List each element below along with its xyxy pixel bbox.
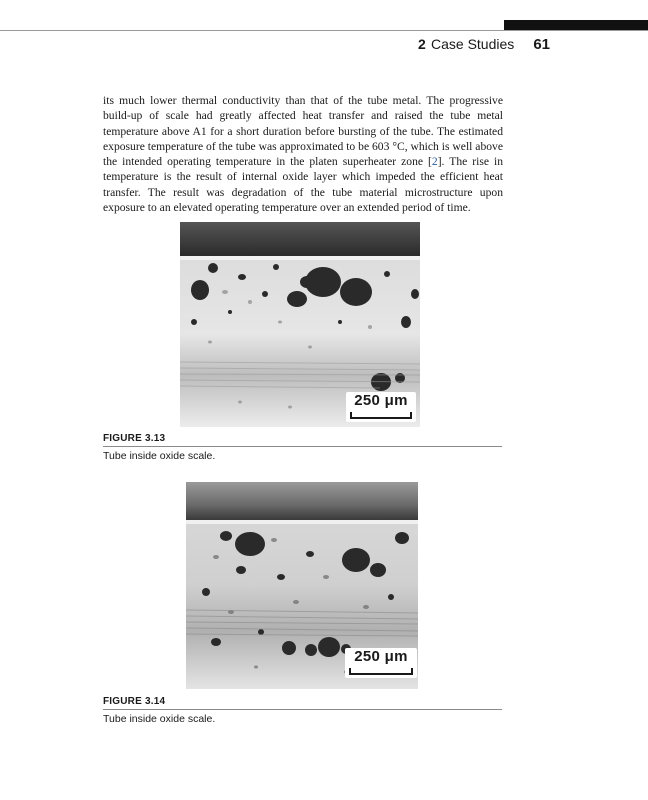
scale-tick-right — [411, 668, 413, 675]
running-head — [380, 36, 552, 54]
body-text-part-1: its much lower thermal conductivity than that of the tube metal. The progressive build-up of scale had greatly affected heat transfer and raised the tube metal temperature above A1 for a short duration before bursting of the tube. The estimated exposure temperature of the tube was approximated to be 603 °C, which is well above the intended operating temperature in the platen superheater zone [ — [103, 94, 503, 169]
scale-text: 250 μm — [354, 648, 408, 665]
scale-bar-line — [349, 673, 413, 675]
header-bar — [504, 20, 648, 30]
body-text-part-2: ]. The rise in temperature is the result of internal oxide layer which impeded the efficient heat transfer. The result was degradation of the tube material microstructure upon exposure to an elevated operating temperature over an extended period of time. — [103, 155, 504, 215]
caption-rule — [103, 709, 502, 710]
citation-link[interactable]: 2 — [431, 155, 438, 169]
figure-caption: Tube inside oxide scale. — [103, 713, 216, 725]
scale-bar-line — [350, 417, 412, 419]
body-paragraph — [103, 93, 503, 215]
figure-label: FIGURE 3.14 — [103, 696, 166, 707]
header-rule — [0, 30, 648, 31]
scale-tick-right — [410, 412, 412, 419]
scale-tick-left — [350, 412, 352, 419]
scale-tick-left — [349, 668, 351, 675]
figure-caption: Tube inside oxide scale. — [103, 450, 216, 462]
figure-label: FIGURE 3.13 — [103, 433, 166, 444]
chapter-title: Case Studies — [431, 36, 515, 52]
caption-rule — [103, 446, 502, 447]
scale-bar-label — [346, 392, 416, 422]
scale-bar-label — [345, 648, 417, 678]
scale-text: 250 μm — [354, 392, 408, 409]
chapter-number: 2 — [418, 36, 426, 52]
page-number: 61 — [533, 36, 550, 53]
